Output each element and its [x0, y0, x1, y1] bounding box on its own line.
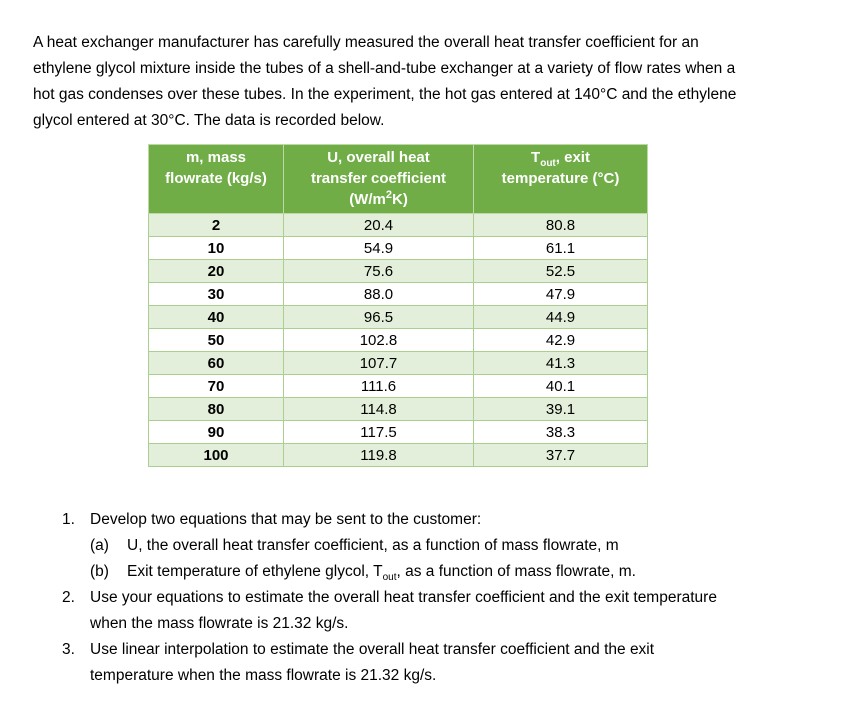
intro-paragraph [33, 30, 832, 134]
cell-mass: 30 [149, 283, 284, 306]
task-1b [90, 559, 832, 585]
cell-mass: 20 [149, 260, 284, 283]
col-header-heat-transfer-coefficient [284, 145, 474, 214]
table-header-row [149, 145, 648, 214]
cell-u: 117.5 [284, 421, 474, 444]
task-3-text-line1: Use linear interpolation to estimate the overall heat transfer coefficient and the exit [90, 641, 655, 658]
cell-tout: 39.1 [474, 398, 648, 421]
table-row [149, 375, 648, 398]
col-header-tout-line2: temperature (°C) [501, 170, 620, 187]
cell-mass: 80 [149, 398, 284, 421]
cell-mass: 60 [149, 352, 284, 375]
cell-mass: 40 [149, 306, 284, 329]
col-header-tout-line1: $T_{out}$, exit [531, 149, 590, 169]
task-1a-text: U, the overall heat transfer coefficient, as a function of mass flowrate, m [127, 537, 619, 554]
cell-u: 96.5 [284, 306, 474, 329]
task-3-number: 3. [62, 641, 75, 658]
task-1b-marker: (b) [90, 563, 109, 580]
cell-tout: 38.3 [474, 421, 648, 444]
table-row [149, 352, 648, 375]
cell-u: 75.6 [284, 260, 474, 283]
cell-mass: 70 [149, 375, 284, 398]
cell-u: 102.8 [284, 329, 474, 352]
cell-mass: 50 [149, 329, 284, 352]
table-row [149, 306, 648, 329]
measurement-table [148, 144, 648, 467]
col-header-mass-line2: flowrate (kg/s) [165, 170, 267, 187]
task-3 [62, 637, 832, 689]
task-1 [62, 507, 832, 585]
table-row [149, 329, 648, 352]
intro-line: hot gas condenses over these tubes. In the experiment, the hot gas entered at 140°C and the ethylene [33, 86, 737, 103]
task-list [62, 507, 832, 689]
table-row [149, 260, 648, 283]
cell-u: 20.4 [284, 214, 474, 237]
task-2-text-line1: Use your equations to estimate the overall heat transfer coefficient and the exit temperature [90, 589, 717, 606]
intro-line: glycol entered at 30°C. The data is recorded below. [33, 112, 385, 129]
cell-tout: 40.1 [474, 375, 648, 398]
task-1-number: 1. [62, 511, 75, 528]
table-row [149, 398, 648, 421]
col-header-mass-line1: m, mass [185, 149, 247, 166]
cell-tout: 41.3 [474, 352, 648, 375]
cell-mass: 2 [149, 214, 284, 237]
cell-u: 111.6 [284, 375, 474, 398]
col-header-u-units: $(W/m^2K)$ [349, 189, 408, 208]
cell-mass: 90 [149, 421, 284, 444]
col-header-exit-temperature [474, 145, 648, 214]
col-header-mass-flowrate [149, 145, 284, 214]
table-row [149, 237, 648, 260]
cell-tout: 47.9 [474, 283, 648, 306]
table-row [149, 283, 648, 306]
table-row [149, 444, 648, 467]
task-3-text-line2: temperature when the mass flowrate is 21.32 kg/s. [90, 667, 437, 684]
cell-tout: 52.5 [474, 260, 648, 283]
intro-line: A heat exchanger manufacturer has carefully measured the overall heat transfer coefficient for an [33, 34, 699, 51]
cell-u: 54.9 [284, 237, 474, 260]
task-1a-marker: (a) [90, 537, 109, 554]
task-2 [62, 585, 832, 637]
col-header-u-line2: transfer coefficient [310, 170, 447, 187]
cell-u: 107.7 [284, 352, 474, 375]
cell-mass: 10 [149, 237, 284, 260]
cell-tout: 42.9 [474, 329, 648, 352]
cell-u: 114.8 [284, 398, 474, 421]
cell-tout: 37.7 [474, 444, 648, 467]
cell-u: 119.8 [284, 444, 474, 467]
cell-u: 88.0 [284, 283, 474, 306]
task-2-number: 2. [62, 589, 75, 606]
intro-line: ethylene glycol mixture inside the tubes of a shell-and-tube exchanger at a variety of flow rates when a [33, 60, 736, 77]
cell-tout: 61.1 [474, 237, 648, 260]
task-2-text-line2: when the mass flowrate is 21.32 kg/s. [90, 615, 349, 632]
cell-tout: 80.8 [474, 214, 648, 237]
col-header-u-line1: U, overall heat [327, 149, 430, 166]
cell-tout: 44.9 [474, 306, 648, 329]
task-1b-text: Exit temperature of ethylene glycol, $T_{out}$, as a function of mass flowrate, m. [127, 563, 636, 584]
table-row [149, 214, 648, 237]
table-row [149, 421, 648, 444]
task-1-text: Develop two equations that may be sent to the customer: [90, 511, 482, 528]
task-1a [90, 533, 832, 559]
cell-mass: 100 [149, 444, 284, 467]
